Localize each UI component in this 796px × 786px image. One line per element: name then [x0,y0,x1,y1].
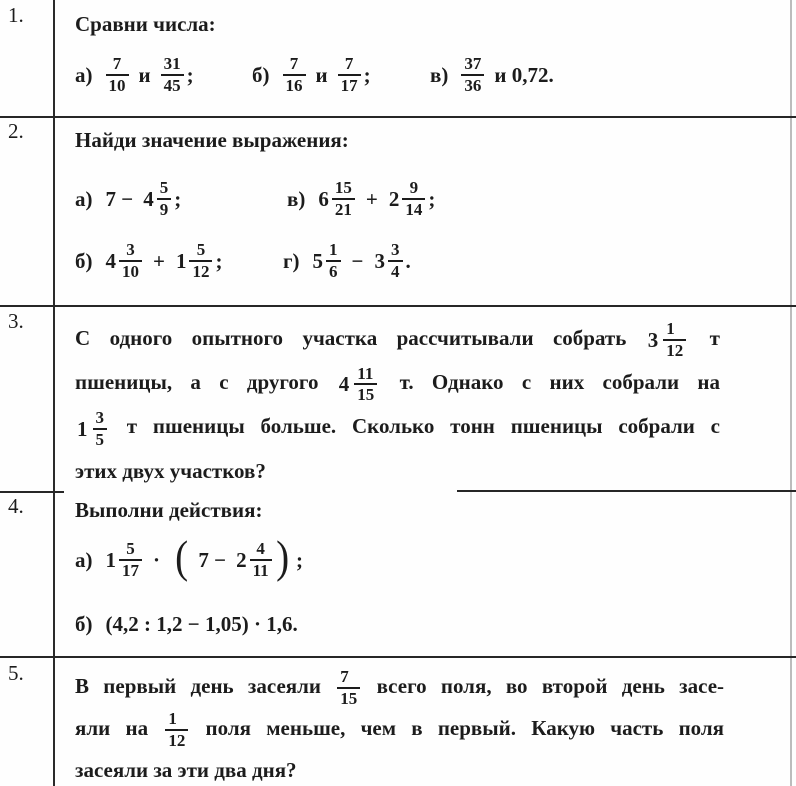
text-line [75,708,724,750]
option-label: б) [75,248,93,273]
fraction [332,179,355,219]
text-segment: т пшеницы больше. Сколько тонн пшеницы собрали с [126,414,721,439]
fraction [354,365,377,405]
fraction-denominator: 15 [357,385,375,405]
problem-number: 3. [8,309,24,333]
fraction [326,241,341,281]
fraction-denominator: 5 [95,429,104,449]
fraction [119,241,142,281]
problem-2-item-g [283,235,411,287]
fraction [93,409,108,449]
punctuation: ; [363,62,371,87]
option-label: б) [75,611,93,636]
fraction-numerator: 5 [157,179,172,200]
fraction-denominator: 21 [334,200,352,219]
fraction-numerator: 7 [106,55,129,76]
whole-number: 2 [388,186,400,211]
fraction-denominator: 17 [340,76,358,95]
option-label: в) [430,62,449,87]
problem-number: 5. [8,661,24,685]
fraction [388,241,403,281]
text-segment: засеяли за эти два дня? [75,758,297,783]
problem-2-item-b [75,235,222,287]
fraction-numerator: 1 [165,710,188,731]
fraction-denominator: 10 [122,262,139,281]
problem-4-item-b [75,607,298,641]
option-label: г) [283,248,300,273]
punctuation: ; [428,186,436,211]
option-label: а) [75,547,93,572]
punctuation: ; [186,62,194,87]
whole-number: 5 [312,248,324,273]
whole-number: 3 [374,248,385,273]
text-line [75,361,720,405]
punctuation: . [405,248,411,273]
mixed-number [77,408,109,450]
fraction-denominator: 14 [405,200,423,219]
fraction-numerator: 31 [161,55,184,76]
mixed-number [375,241,403,281]
text-segment: С одного опытного участка рассчитывали собрать [75,326,627,350]
text-line [75,450,720,492]
fraction-numerator: 1 [663,320,686,341]
text-line [75,750,724,786]
option-label: а) [75,186,93,211]
text-line [75,317,720,361]
fraction [337,668,360,708]
problem-5-text [75,666,724,786]
fraction-denominator: 12 [168,731,186,751]
problem-2-item-v [287,173,435,225]
problem-4-item-a [75,531,303,589]
punctuation: ; [215,248,223,273]
fraction-denominator: 9 [159,200,169,219]
whole-number: 6 [318,186,329,211]
fraction-denominator: 15 [340,689,358,709]
fraction-numerator: 3 [388,241,403,262]
mixed-number [313,241,341,281]
fraction [461,55,484,95]
mixed-number [106,241,143,281]
problem-2-title: Найди значение выражения: [75,128,349,152]
fraction-numerator: 5 [119,540,142,561]
option-label: б) [252,62,270,87]
fraction-denominator: 4 [391,262,400,281]
fraction-numerator: 3 [93,409,108,430]
punctuation: ; [295,547,303,572]
mixed-number [176,241,213,281]
fraction-numerator: 7 [338,55,361,76]
fraction [157,179,172,219]
whole-number: 4 [143,186,154,211]
fraction-numerator: 4 [250,540,272,561]
operator: + [365,186,378,211]
mixed-number [318,179,355,219]
fraction-numerator: 15 [332,179,355,200]
text-segment: В первый день засеяли [75,674,322,698]
fraction [119,540,142,580]
row-border-3-left-segment [0,491,64,493]
text-segment: всего поля, во второй день засе- [376,674,725,698]
fraction-denominator: 12 [192,262,210,281]
problem-2-item-a [75,173,181,225]
fraction-numerator: 37 [461,55,484,76]
text-segment: поля меньше, чем в первый. Какую часть поля [205,716,725,741]
fraction-numerator: 3 [119,241,142,262]
multiplication-dot: · [153,547,161,572]
fraction-denominator: 17 [122,561,139,580]
problem-4-title: Выполни действия: [75,498,263,522]
whole-number: 1 [175,248,187,273]
mixed-number [648,319,689,361]
problem-number: 2. [8,119,24,143]
option-label: а) [75,62,93,87]
fraction-numerator: 1 [326,241,341,262]
mixed-number [236,540,272,580]
fraction-denominator: 6 [329,262,338,281]
operator: − [351,248,364,273]
text-segment: т [709,326,720,350]
text-segment: т. Однако с них собрали на [399,370,721,395]
whole-number: 3 [647,328,659,353]
expression-text: 7 − [198,547,227,572]
whole-number: 1 [105,547,116,572]
fraction [161,55,184,95]
mixed-number [339,363,380,405]
mixed-number [143,179,171,219]
text-segment: этих двух участков? [75,458,266,483]
fraction [250,540,272,580]
text-line [75,405,720,449]
problem-1-title: Сравни числа: [75,12,216,36]
text-segment: пшеницы, а с другого [75,370,319,395]
fraction [106,55,129,95]
row-border-1 [0,116,796,118]
fraction [402,179,425,219]
fraction-numerator: 9 [402,179,425,200]
comparison-word: и [138,62,151,87]
fraction-denominator: 11 [252,561,269,580]
punctuation: ; [174,186,182,211]
row-border-2 [0,305,796,307]
fraction-denominator: 10 [108,76,126,95]
comparison-word: и [315,62,328,87]
fraction-denominator: 45 [163,76,181,95]
whole-number: 2 [236,547,247,572]
expression-text: 7 − [105,186,134,211]
option-label: в) [287,186,306,211]
problem-1-item-v [430,50,554,100]
fraction [338,55,361,95]
problem-number: 1. [8,3,24,27]
fraction [283,55,306,95]
fraction-denominator: 12 [666,341,684,361]
mixed-number [106,540,143,580]
fraction-numerator: 11 [354,365,377,386]
right-parenthesis: ) [275,531,289,582]
fraction-numerator: 5 [189,241,212,262]
fraction [165,710,188,750]
whole-number: 4 [105,248,116,273]
operator: + [153,248,165,273]
expression-text: (4,2 : 1,2 − 1,05) · 1,6. [105,611,298,636]
text-line [75,666,724,708]
fraction-denominator: 16 [285,76,303,95]
problem-3-text [75,317,720,492]
whole-number: 1 [77,416,88,441]
fraction [663,320,686,360]
fraction-numerator: 7 [337,668,360,689]
problem-number: 4. [8,494,24,518]
fraction [189,241,212,281]
mixed-number [389,179,426,219]
comparison-text: и 0,72. [494,62,554,87]
fraction-numerator: 7 [283,55,306,76]
row-border-4 [0,656,796,658]
problem-1-item-b [252,50,371,100]
text-segment: яли на [75,716,149,741]
left-parenthesis: ( [175,531,189,582]
fraction-denominator: 36 [464,76,482,95]
whole-number: 4 [338,372,350,397]
problem-1-item-a [75,50,194,100]
